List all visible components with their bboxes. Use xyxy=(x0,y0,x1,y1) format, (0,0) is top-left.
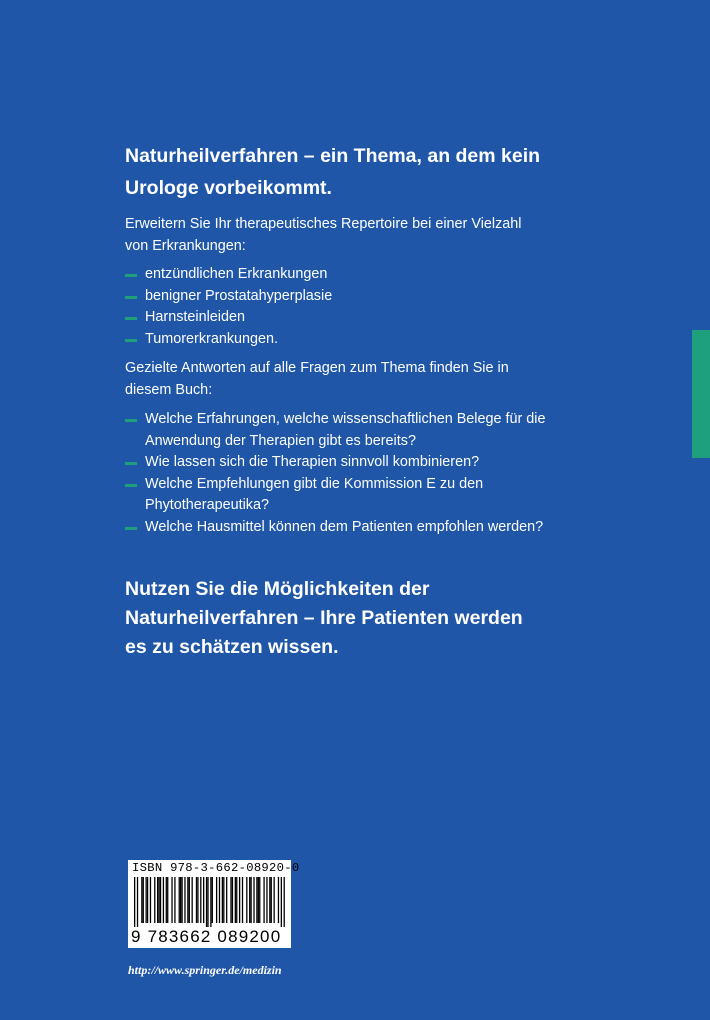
conditions-list xyxy=(125,264,565,350)
barcode-bar xyxy=(242,877,243,923)
dash-bullet-icon xyxy=(125,274,137,277)
dash-bullet-icon xyxy=(125,419,137,422)
barcode-bar xyxy=(253,877,254,923)
barcode-bar xyxy=(271,877,272,923)
list-item xyxy=(125,474,565,517)
dash-bullet-icon xyxy=(125,484,137,487)
barcode-bar xyxy=(180,877,181,923)
dash-bullet-icon xyxy=(125,317,137,320)
barcode-bar xyxy=(167,877,168,923)
intro-text: Erweitern Sie Ihr therapeutisches Repertoire bei einer Vielzahl von Erkrankungen: xyxy=(125,216,522,254)
barcode-bar xyxy=(236,877,237,923)
closing-statement: Nutzen Sie die Möglichkeiten der Naturheilverfahren – Ihre Patienten werden es zu schätzen wissen. xyxy=(125,578,523,658)
edge-tab-marker xyxy=(692,330,710,458)
publisher-url: http://www.springer.de/medizin xyxy=(128,963,282,977)
condition-text: Harnsteinleiden xyxy=(145,309,245,325)
headline: Naturheilverfahren – ein Thema, an dem kein Urologe vorbeikommt. xyxy=(125,145,541,199)
barcode-bar xyxy=(154,877,155,923)
barcode-bar xyxy=(203,877,204,923)
barcode-bar xyxy=(269,877,270,923)
barcode-bar xyxy=(212,877,213,923)
condition-text: benigner Prostatahyperplasie xyxy=(145,287,333,304)
questions-list xyxy=(125,409,565,538)
isbn-barcode xyxy=(128,860,300,948)
dash-bullet-icon xyxy=(125,527,137,530)
isbn-label: ISBN 978-3-662-08920-0 xyxy=(132,861,300,875)
barcode-bar xyxy=(171,877,172,923)
list-item xyxy=(125,452,565,474)
barcode-bar xyxy=(266,877,267,923)
barcode-bar xyxy=(210,877,211,927)
question-text: Welche Hausmittel können dem Patienten empfohlen werden? xyxy=(145,518,544,535)
barcode-bar xyxy=(150,877,151,923)
barcode-bar xyxy=(166,877,167,923)
barcode-bar xyxy=(284,877,285,927)
barcode-bar xyxy=(274,877,275,923)
barcode-bar xyxy=(281,877,282,927)
barcode-bar xyxy=(206,877,207,927)
barcode-bar xyxy=(134,877,135,927)
barcode-bar xyxy=(160,877,161,923)
question-text: Welche Erfahrungen, welche wissenschaftlichen Belege für die Anwendung der Therapien gibt es bereits? xyxy=(145,411,546,449)
barcode-bar xyxy=(174,877,175,923)
barcode-bar xyxy=(189,877,190,923)
barcode-bar xyxy=(141,877,142,923)
barcode-bar xyxy=(158,877,159,923)
barcode-bar xyxy=(249,877,250,923)
barcode-bar xyxy=(222,877,223,923)
barcode-bar xyxy=(200,877,201,923)
barcode-bar xyxy=(192,877,193,923)
questions-intro-text: Gezielte Antworten auf alle Fragen zum Thema finden Sie in diesem Buch: xyxy=(125,360,509,398)
dash-bullet-icon xyxy=(125,296,137,299)
barcode-bar xyxy=(230,877,231,923)
question-text: Wie lassen sich die Therapien sinnvoll kombinieren? xyxy=(145,454,480,470)
barcode-bar xyxy=(239,877,240,923)
barcode-bar xyxy=(163,877,164,923)
barcode-bar xyxy=(278,877,279,923)
condition-text: entzündlichen Erkrankungen xyxy=(145,266,328,282)
barcode-bar xyxy=(216,877,217,923)
dash-bullet-icon xyxy=(125,462,137,465)
ean-digits: 9 783662 089200 xyxy=(131,927,282,946)
question-text: Welche Empfehlungen gibt die Kommission E zu den Phytotherapeutika? xyxy=(145,475,484,513)
barcode-bar xyxy=(259,877,260,923)
barcode-bar xyxy=(226,877,227,923)
barcode-bar xyxy=(196,877,197,923)
list-item xyxy=(125,517,565,539)
barcode-bar xyxy=(219,877,220,923)
list-item xyxy=(125,329,565,351)
barcode-bar xyxy=(197,877,198,923)
dash-bullet-icon xyxy=(125,339,137,342)
barcode-bar xyxy=(263,877,264,923)
barcode-bar xyxy=(235,877,236,923)
barcode-bar xyxy=(143,877,144,923)
barcode-bar xyxy=(246,877,247,923)
barcode-bar xyxy=(179,877,180,923)
barcode-bar xyxy=(147,877,148,923)
barcode-bar xyxy=(207,877,208,927)
barcode-bars xyxy=(134,877,285,927)
barcode-bar xyxy=(250,877,251,923)
barcode-bar xyxy=(157,877,158,923)
barcode-bar xyxy=(223,877,224,923)
barcode-bar xyxy=(181,877,182,923)
barcode-bar xyxy=(187,877,188,923)
list-item xyxy=(125,286,565,308)
barcode-bar xyxy=(256,877,257,923)
list-item xyxy=(125,307,565,329)
list-item xyxy=(125,409,565,452)
barcode-bar xyxy=(232,877,233,923)
barcode-bar xyxy=(137,877,138,927)
list-item xyxy=(125,264,565,286)
barcode-bar xyxy=(146,877,147,923)
condition-text: Tumorerkrankungen. xyxy=(145,330,279,347)
barcode-bar xyxy=(184,877,185,923)
barcode-bar xyxy=(258,877,259,923)
